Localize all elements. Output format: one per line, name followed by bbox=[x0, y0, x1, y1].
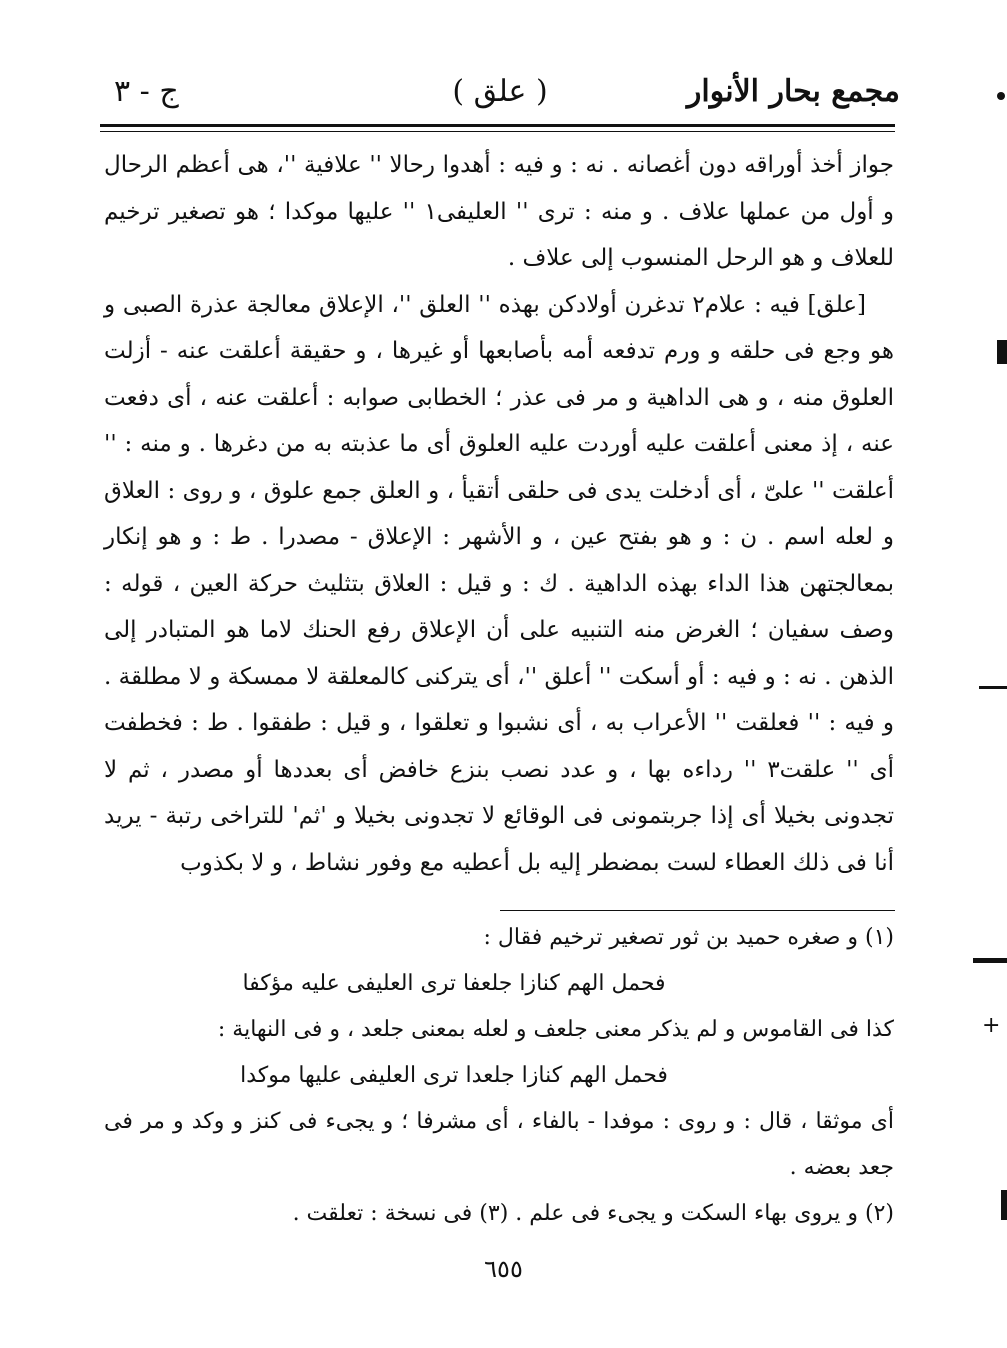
paragraph-2: [علق] فيه : علام٢ تدغرن أولادكن بهذه '' العلق ''، الإعلاق معالجة عذرة الصبى و هو وجع فى حلقه و ورم تدفعه أمه بأصابعها أو غيرها ، و حقيقة أعلقت عنه - أزلت العلوق منه ، و هى الداهية و مر فى عذر ؛ الخطابى صوابه : أعلقت عنه ، أى دفعت عنه ، إذ معنى أعلقت عليه أوردت عليه العلوق أى ما عذبته به من دغرها . و منه : '' أعلقت '' علىّ ، أى أدخلت يدى فى حلقى أتقيأ ، و العلق جمع علوق ، و روى : العلاق و لعله اسم . ن : و هو بفتح عين ، و الأشهر : الإعلاق - مصدرا . ط : و هو إنكار بمعالجتهن هذا الداء بهذه الداهية . ك : و قيل : العلاق بتثليث حركة العين ، قوله : وصف سفيان ؛ الغرض منه التنبيه على أن الإعلاق رفع الحنك لاما هو المتبادر إلى الذهن . نه : و فيه : أو أسكت '' أعلق ''، أى يتركنى كالمعلقة لا ممسكة و لا مطلقة . و فيه : '' فعلقت '' الأعراب به ، أى نشبوا و تعلقوا ، و قيل : طفقوا . ط : فخطفت أى '' علقت٣ '' رداءه بها ، و عدد نصب بنزع خافض أى بعددها أو مصدر ، ثم لا تجدونى بخيلا أى إذا جربتمونى فى الوقائع لا تجدونى بخيلا و 'ثم' للتراخى رتبة - يريد أنا فى ذلك العطاء لست بمضطر إليه بل أعطيه مع وفور نشاط ، و لا بكذوب bbox=[104, 291, 894, 876]
footnote-1-middle: كذا فى القاموس و لم يذكر معنى جلعف و لعله بمعنى جلعد ، و فى النهاية : bbox=[217, 1017, 894, 1042]
paragraph-1: جواز أخذ أوراقه دون أغصانه . نه : و فيه : أهدوا رحالا '' علافية ''، هى أعظم الرحال و أول من عملها علاف . و منه : ترى '' العليفى١ '' عليها موكدا ؛ هو تصغير ترخيم للعلاف و هو الرحل المنسوب إلى علاف . bbox=[104, 152, 894, 271]
footnote-1-intro: (١) و صغره حميد بن ثور تصغير ترخيم فقال : bbox=[483, 925, 894, 950]
book-title: مجمع بحار الأنوار bbox=[686, 74, 900, 109]
header-rule-thick bbox=[100, 124, 895, 127]
margin-edge-mark bbox=[979, 686, 1007, 689]
footnote-rule bbox=[500, 910, 895, 911]
margin-edge-mark bbox=[997, 340, 1007, 364]
entry-word: ( علق ) bbox=[452, 74, 548, 109]
footnote-verse-1: فحمل الهم كنازا جلعفا ترى العليفى عليه مؤكفا bbox=[242, 971, 666, 996]
footnote-1-end: أى موثقا ، قال : و روى : موفدا - بالفاء ، أى مشرفا ؛ و يجىء فى كنز و وكد و مر فى جعد بعضه . bbox=[104, 1109, 894, 1180]
registration-cross-icon: + bbox=[982, 1013, 1001, 1038]
margin-dot-mark bbox=[997, 92, 1005, 100]
footnotes bbox=[104, 915, 894, 1237]
margin-edge-mark bbox=[1001, 1190, 1007, 1220]
header-rule-thin bbox=[100, 131, 895, 132]
volume-number: ج - ٣ bbox=[114, 74, 179, 109]
page-number: ٦٥٥ bbox=[484, 1255, 523, 1283]
footnote-verse-2: فحمل الهم كنازا جلعدا ترى العليفى عليها موكدا bbox=[240, 1063, 668, 1088]
margin-edge-mark bbox=[973, 958, 1007, 963]
main-text bbox=[104, 142, 894, 886]
footnote-2-3: (٢) و يروى بهاء السكت و يجىء فى علم . (٣) فى نسخة : تعلقت . bbox=[292, 1201, 894, 1226]
running-header bbox=[100, 74, 900, 120]
